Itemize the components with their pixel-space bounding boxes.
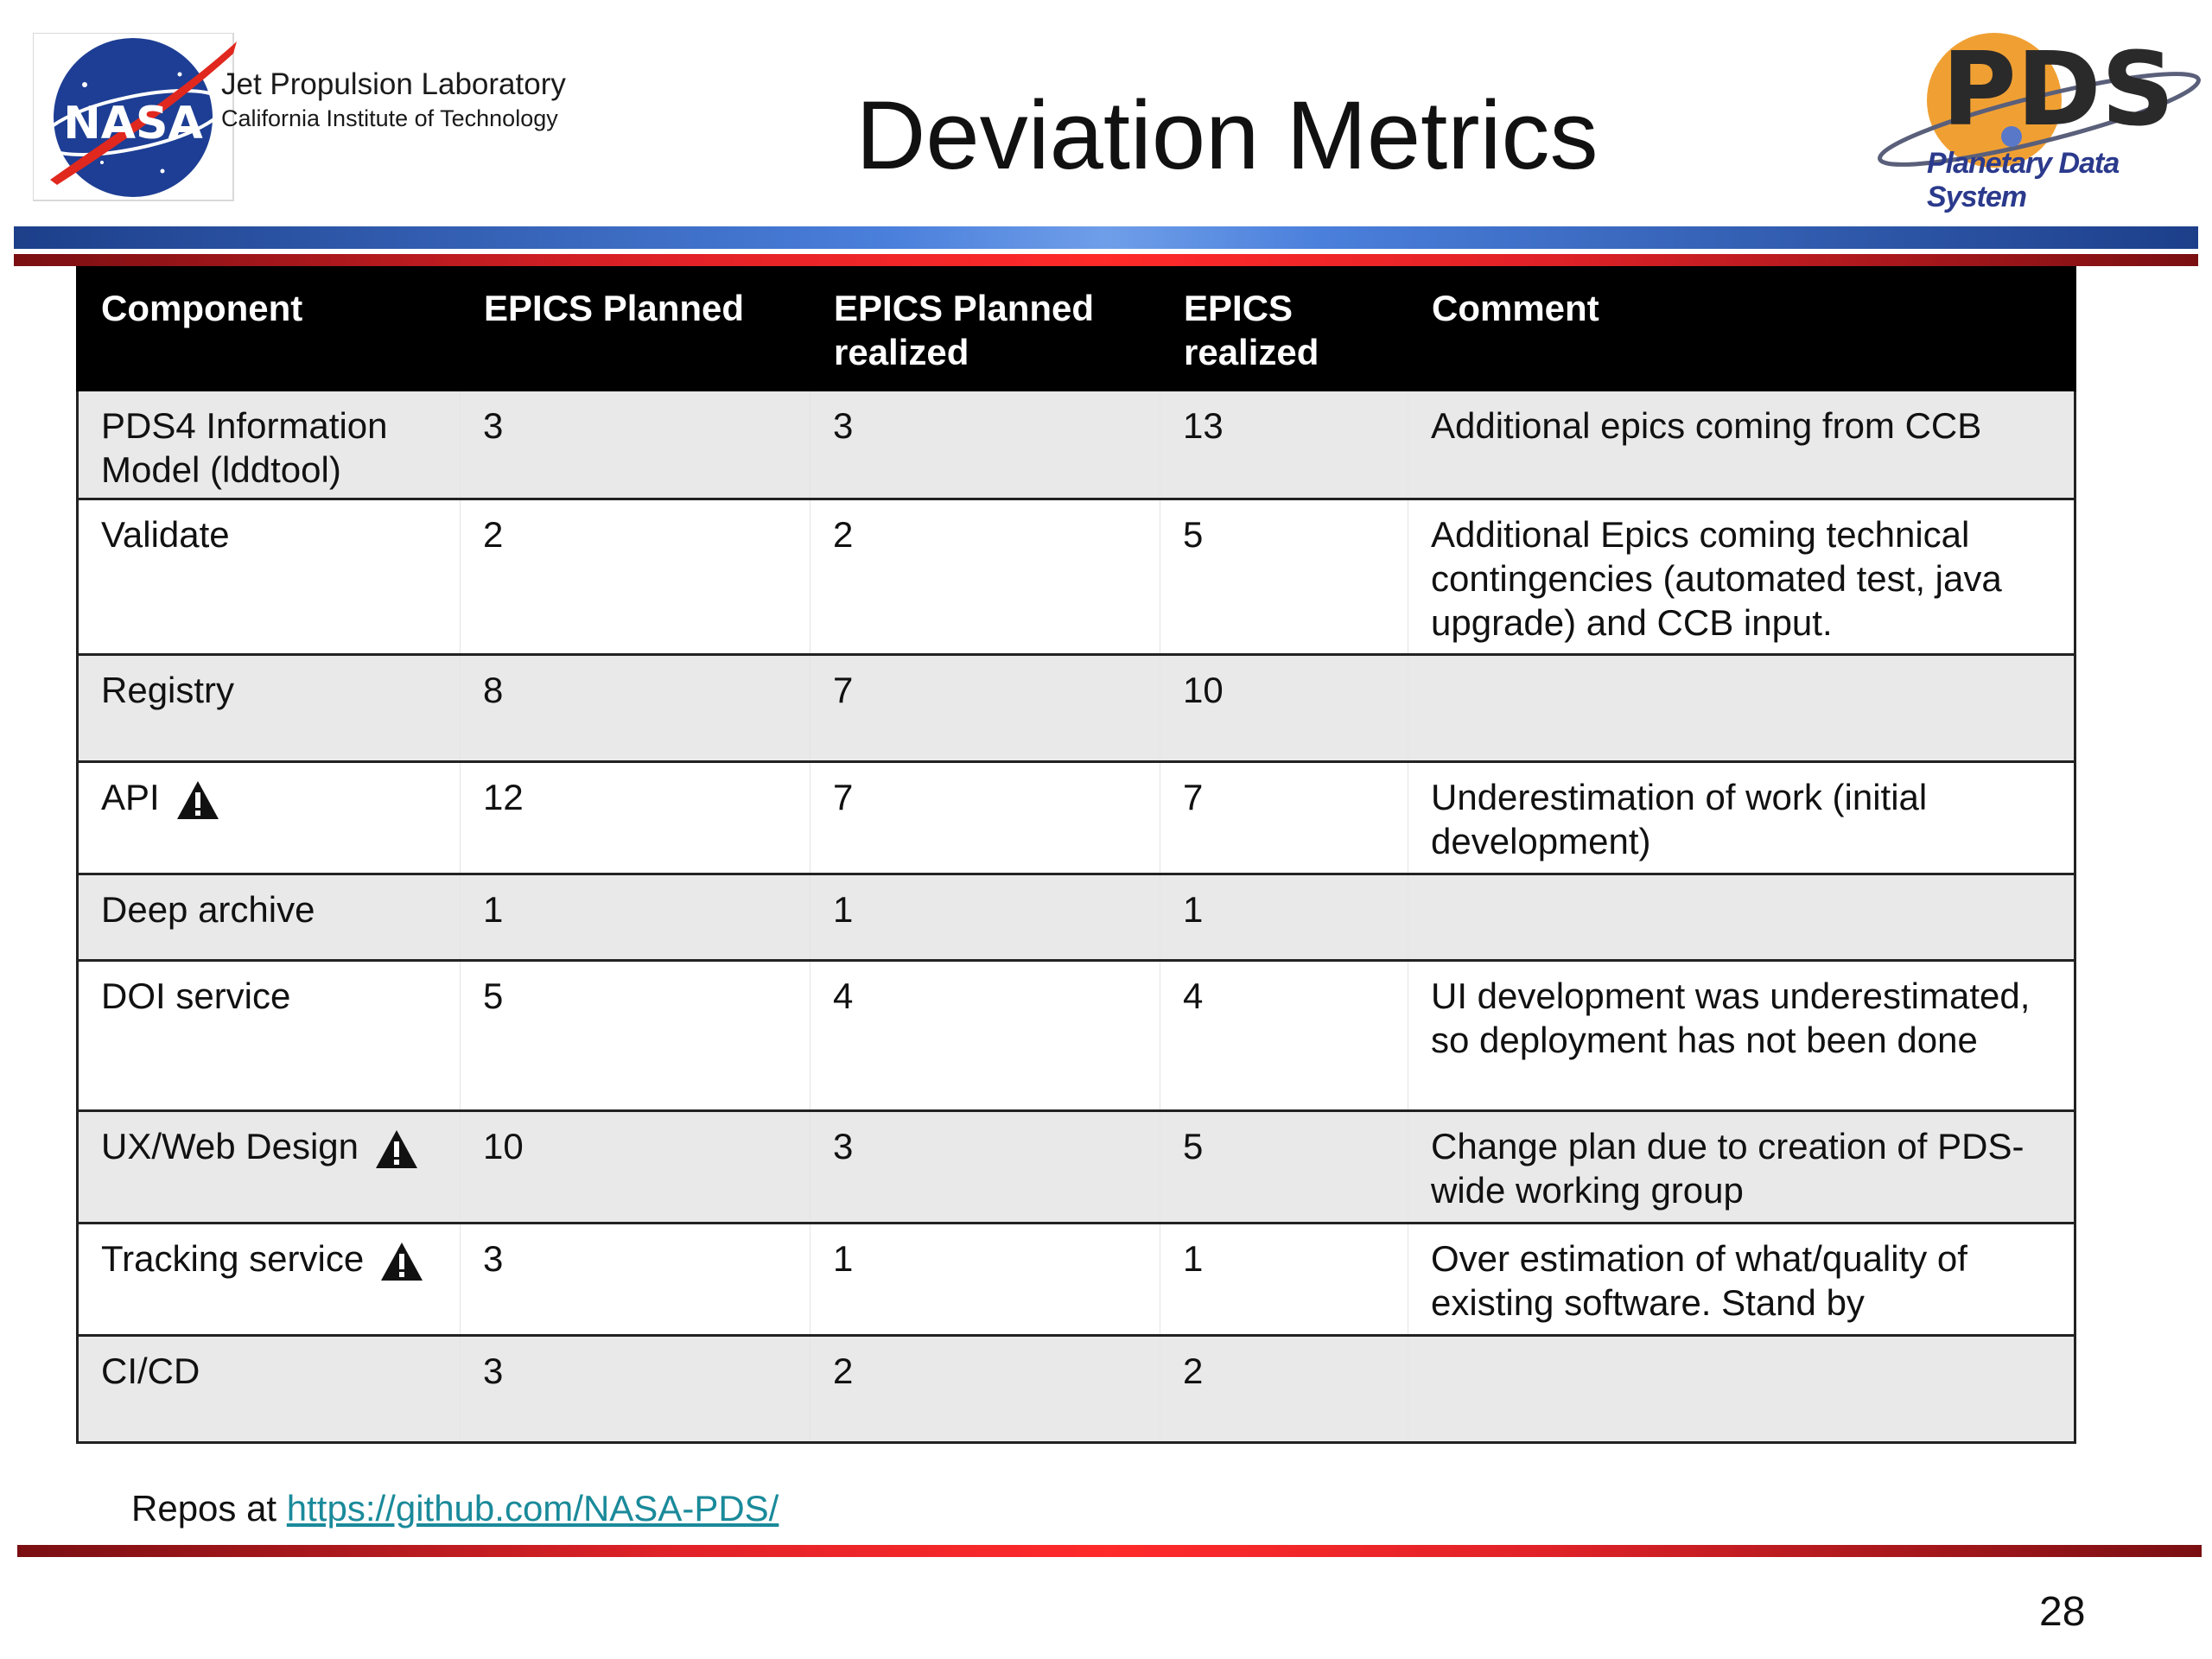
table-row <box>78 762 2075 874</box>
epics-planned-realized-cell-text: 4 <box>833 976 854 1016</box>
epics-realized-cell <box>1160 391 1408 499</box>
column-header-epics-planned: EPICS Planned <box>461 268 810 391</box>
table-header-row <box>78 268 2075 391</box>
column-header-epics-realized: EPICS realized <box>1160 268 1408 391</box>
comment-cell-text: Additional Epics coming technical contingencies (automated test, java upgrade) and CCB input. <box>1431 514 2002 643</box>
epics-planned-realized-cell <box>810 1224 1160 1336</box>
epics-planned-cell-text: 12 <box>483 777 524 817</box>
title-divider-red <box>14 254 2198 266</box>
comment-cell-text: Over estimation of what/quality of existing software. Stand by <box>1431 1238 1967 1323</box>
epics-planned-cell-text: 3 <box>483 1351 504 1391</box>
title-divider-blue <box>14 226 2198 249</box>
page-number: 28 <box>2039 1589 2086 1635</box>
epics-planned-realized-cell-text: 7 <box>833 670 854 710</box>
component-cell-text: Validate <box>101 514 230 555</box>
component-cell-text: CI/CD <box>101 1351 200 1391</box>
epics-planned-realized-cell <box>810 762 1160 874</box>
comment-cell <box>1408 1111 2075 1224</box>
comment-cell <box>1408 1224 2075 1336</box>
pds-logo-text: PDS <box>1942 29 2175 149</box>
comment-cell-text: Change plan due to creation of PDS-wide working group <box>1431 1126 2024 1211</box>
epics-planned-cell <box>461 499 810 655</box>
table-row <box>78 391 2075 499</box>
epics-realized-cell <box>1160 1111 1408 1224</box>
epics-realized-cell-text: 7 <box>1183 777 1204 817</box>
epics-realized-cell-text: 13 <box>1183 405 1224 446</box>
component-cell-text: Tracking service <box>101 1238 365 1279</box>
epics-planned-realized-cell-text: 2 <box>833 1351 854 1391</box>
epics-realized-cell-text: 2 <box>1183 1351 1204 1391</box>
table-row <box>78 655 2075 762</box>
component-cell <box>78 874 461 961</box>
deviation-metrics-table <box>76 266 2076 1444</box>
epics-planned-cell-text: 3 <box>483 405 504 446</box>
component-cell <box>78 961 461 1111</box>
comment-cell <box>1408 499 2075 655</box>
epics-planned-realized-cell <box>810 874 1160 961</box>
epics-planned-realized-cell <box>810 655 1160 762</box>
epics-planned-realized-cell-text: 7 <box>833 777 854 817</box>
slide-title: Deviation Metrics <box>855 81 1599 189</box>
epics-realized-cell <box>1160 762 1408 874</box>
component-cell-text: UX/Web Design <box>101 1126 359 1166</box>
epics-planned-cell-text: 1 <box>483 889 504 930</box>
comment-cell-text: Underestimation of work (initial development) <box>1431 777 1928 861</box>
column-header-epics-planned-realized: EPICS Planned realized <box>810 268 1160 391</box>
epics-planned-realized-cell-text: 3 <box>833 1126 854 1166</box>
table-row <box>78 961 2075 1111</box>
repos-note <box>131 1488 779 1529</box>
epics-planned-realized-cell <box>810 1336 1160 1443</box>
component-cell <box>78 499 461 655</box>
epics-planned-cell-text: 5 <box>483 976 504 1016</box>
comment-cell <box>1408 762 2075 874</box>
epics-planned-realized-cell <box>810 391 1160 499</box>
epics-realized-cell-text: 5 <box>1183 514 1204 555</box>
epics-planned-cell <box>461 655 810 762</box>
comment-cell <box>1408 655 2075 762</box>
comment-cell <box>1408 391 2075 499</box>
epics-planned-cell-text: 2 <box>483 514 504 555</box>
component-cell-text: PDS4 Information Model (lddtool) <box>101 405 388 490</box>
comment-cell <box>1408 961 2075 1111</box>
deviation-metrics-table-container <box>76 266 2074 1444</box>
epics-planned-cell <box>461 1224 810 1336</box>
warning-icon <box>379 1241 424 1282</box>
organization-name: Jet Propulsion Laboratory <box>221 67 566 101</box>
repos-link[interactable]: https://github.com/NASA-PDS/ <box>286 1488 779 1529</box>
component-cell <box>78 655 461 762</box>
component-cell-text: Deep archive <box>101 889 315 930</box>
epics-realized-cell <box>1160 874 1408 961</box>
component-cell-text: API <box>101 777 160 817</box>
organization-institution: California Institute of Technology <box>221 105 558 132</box>
comment-cell-text: UI development was underestimated, so deployment has not been done <box>1431 976 2031 1060</box>
epics-realized-cell <box>1160 1224 1408 1336</box>
table-row <box>78 1224 2075 1336</box>
pds-logo-subtitle: Planetary Data System <box>1927 147 2120 213</box>
epics-realized-cell-text: 1 <box>1183 889 1204 930</box>
repos-prefix: Repos at <box>131 1488 287 1529</box>
component-cell <box>78 1336 461 1443</box>
epics-planned-cell-text: 10 <box>483 1126 524 1166</box>
component-cell <box>78 1111 461 1224</box>
comment-cell <box>1408 874 2075 961</box>
epics-planned-realized-cell-text: 2 <box>833 514 854 555</box>
footer-divider-red <box>17 1545 2202 1557</box>
comment-cell-text: Additional epics coming from CCB <box>1431 405 1982 446</box>
epics-realized-cell-text: 1 <box>1183 1238 1204 1279</box>
comment-cell <box>1408 1336 2075 1443</box>
epics-planned-cell <box>461 1336 810 1443</box>
epics-planned-realized-cell-text: 1 <box>833 1238 854 1279</box>
column-header-comment: Comment <box>1408 268 2075 391</box>
epics-realized-cell <box>1160 961 1408 1111</box>
epics-planned-realized-cell <box>810 961 1160 1111</box>
component-cell-text: DOI service <box>101 976 291 1016</box>
epics-planned-cell <box>461 391 810 499</box>
component-cell <box>78 1224 461 1336</box>
epics-realized-cell-text: 5 <box>1183 1126 1204 1166</box>
component-cell <box>78 762 461 874</box>
epics-planned-cell-text: 8 <box>483 670 504 710</box>
nasa-logo-text: NASA <box>63 98 203 149</box>
table-row <box>78 499 2075 655</box>
epics-planned-cell <box>461 762 810 874</box>
epics-planned-realized-cell <box>810 499 1160 655</box>
component-cell <box>78 391 461 499</box>
epics-realized-cell <box>1160 655 1408 762</box>
table-row <box>78 874 2075 961</box>
table-row <box>78 1336 2075 1443</box>
epics-planned-cell <box>461 961 810 1111</box>
warning-icon <box>374 1128 419 1170</box>
epics-planned-cell-text: 3 <box>483 1238 504 1279</box>
warning-icon <box>175 779 220 821</box>
table-row <box>78 1111 2075 1224</box>
component-cell-text: Registry <box>101 670 235 710</box>
epics-planned-cell <box>461 874 810 961</box>
epics-realized-cell <box>1160 1336 1408 1443</box>
epics-realized-cell <box>1160 499 1408 655</box>
epics-planned-cell <box>461 1111 810 1224</box>
epics-planned-realized-cell-text: 1 <box>833 889 854 930</box>
epics-planned-realized-cell-text: 3 <box>833 405 854 446</box>
epics-realized-cell-text: 10 <box>1183 670 1224 710</box>
column-header-component: Component <box>78 268 461 391</box>
epics-realized-cell-text: 4 <box>1183 976 1204 1016</box>
epics-planned-realized-cell <box>810 1111 1160 1224</box>
